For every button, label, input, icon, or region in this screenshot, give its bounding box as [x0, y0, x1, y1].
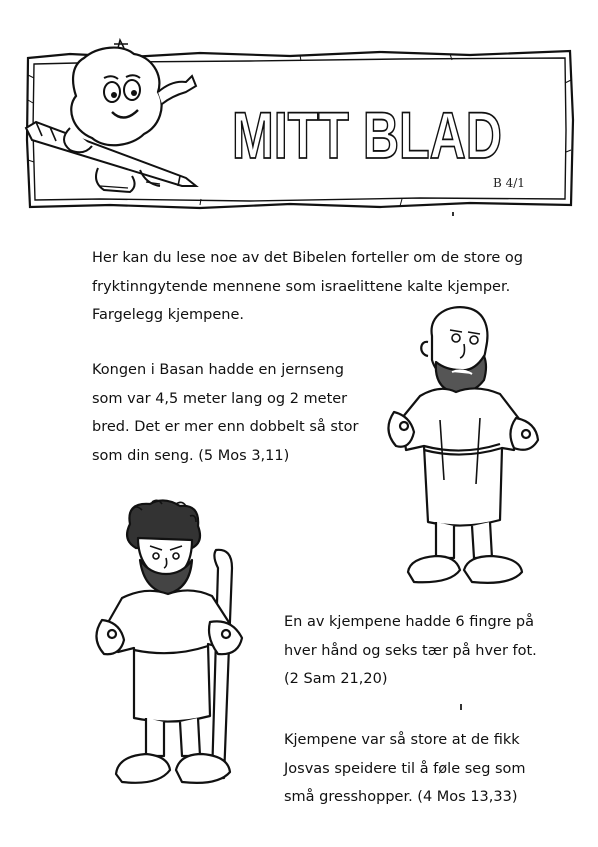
paragraph-line: som din seng. (5 Mos 3,11)	[92, 447, 290, 464]
sheet-code: B 4/1	[493, 176, 525, 190]
intro-line: fryktinngytende mennene som israelittene kalte kjemper.	[92, 278, 511, 295]
paragraph-line: Kjempene var så store at de fikk	[284, 732, 520, 748]
page-title: MITT BLAD	[232, 98, 502, 172]
speck-mark	[452, 212, 454, 216]
paragraph-line: Josvas speidere til å føle seg som	[284, 760, 526, 777]
intro-line: Fargelegg kjempene.	[92, 307, 245, 323]
paragraph-line: bred. Det er mer enn dobbelt så stor	[92, 419, 359, 435]
intro-line: Her kan du lese noe av det Bibelen forteller om de store og	[92, 250, 523, 266]
paragraph-line: (2 Sam 21,20)	[284, 671, 388, 687]
six-fingers-paragraph	[284, 608, 537, 694]
paragraph-line: Kongen i Basan hadde en jernseng	[92, 362, 344, 378]
paragraph-line: hver hånd og seks tær på hver fot.	[284, 642, 537, 659]
mascot-illustration	[26, 40, 196, 192]
grasshoppers-paragraph	[284, 726, 526, 812]
paragraph-line: små gresshopper. (4 Mos 13,33)	[284, 789, 518, 805]
giant-illustration-staff	[92, 498, 262, 798]
giant-illustration-bald	[380, 300, 550, 600]
paragraph-line: En av kjempene hadde 6 fingre på	[284, 614, 534, 630]
king-bashan-paragraph	[92, 356, 358, 470]
paragraph-line: som var 4,5 meter lang og 2 meter	[92, 390, 348, 407]
speck-mark	[460, 704, 462, 710]
